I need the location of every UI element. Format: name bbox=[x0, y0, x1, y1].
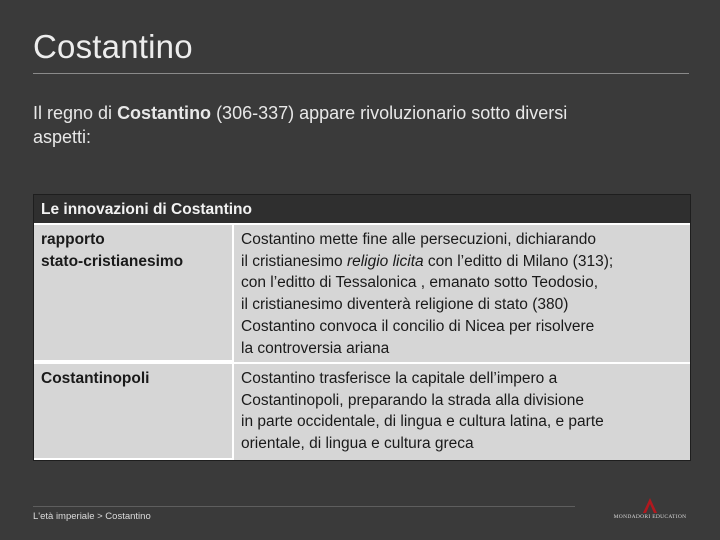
table-header: Le innovazioni di Costantino bbox=[34, 195, 690, 225]
row-label bbox=[34, 364, 234, 458]
publisher-logo bbox=[588, 497, 712, 523]
content-line: Costantino trasferisce la capitale dell’impero a bbox=[241, 370, 558, 387]
intro-line2: aspetti: bbox=[33, 127, 92, 147]
table-row bbox=[34, 362, 690, 460]
row-label-line: stato-cristianesimo bbox=[41, 252, 184, 270]
footer-breadcrumb: L'età imperiale > Costantino bbox=[33, 511, 151, 522]
mondadori-logo-icon bbox=[588, 497, 712, 514]
row-content bbox=[234, 364, 690, 460]
row-label bbox=[34, 225, 234, 360]
logo-text: MONDADORI EDUCATION bbox=[613, 514, 687, 520]
intro-suffix: (306-337) appare rivoluzionario sotto diversi bbox=[211, 103, 568, 123]
content-line: Costantino convoca il concilio di Nicea per risolvere bbox=[241, 317, 595, 335]
row-label-line: Costantinopoli bbox=[41, 370, 150, 387]
content-italic: religio licita bbox=[346, 252, 424, 270]
content-line: orientale, di lingua e cultura greca bbox=[241, 435, 474, 453]
content-line: la controversia ariana bbox=[241, 339, 390, 357]
intro-prefix: Il regno di bbox=[33, 103, 118, 123]
footer-divider bbox=[33, 506, 575, 507]
content-line: Costantinopoli, preparando la strada alla divisione bbox=[241, 391, 584, 409]
content-line: con l’editto di Tessalonica , emanato sotto Teodosio, bbox=[241, 274, 599, 292]
row-content bbox=[234, 225, 690, 362]
logo-mark bbox=[643, 498, 657, 513]
intro-bold: Costantino bbox=[117, 103, 212, 123]
content-line: in parte occidentale, di lingua e cultura latina, e parte bbox=[241, 413, 604, 431]
innovations-table bbox=[33, 194, 691, 461]
content-text: con l’editto di Milano (313); bbox=[423, 252, 614, 270]
title-divider bbox=[33, 73, 689, 74]
content-line: il cristianesimo diventerà religione di stato (380) bbox=[241, 296, 569, 314]
row-label-line: rapporto bbox=[41, 231, 105, 248]
content-text: il cristianesimo bbox=[241, 252, 347, 270]
content-line: Costantino mette fine alle persecuzioni, dichiarando bbox=[241, 231, 596, 248]
slide-title: Costantino bbox=[33, 28, 193, 65]
table-row bbox=[34, 225, 690, 362]
intro-paragraph bbox=[33, 101, 673, 149]
content-line-with-italic bbox=[241, 251, 684, 273]
